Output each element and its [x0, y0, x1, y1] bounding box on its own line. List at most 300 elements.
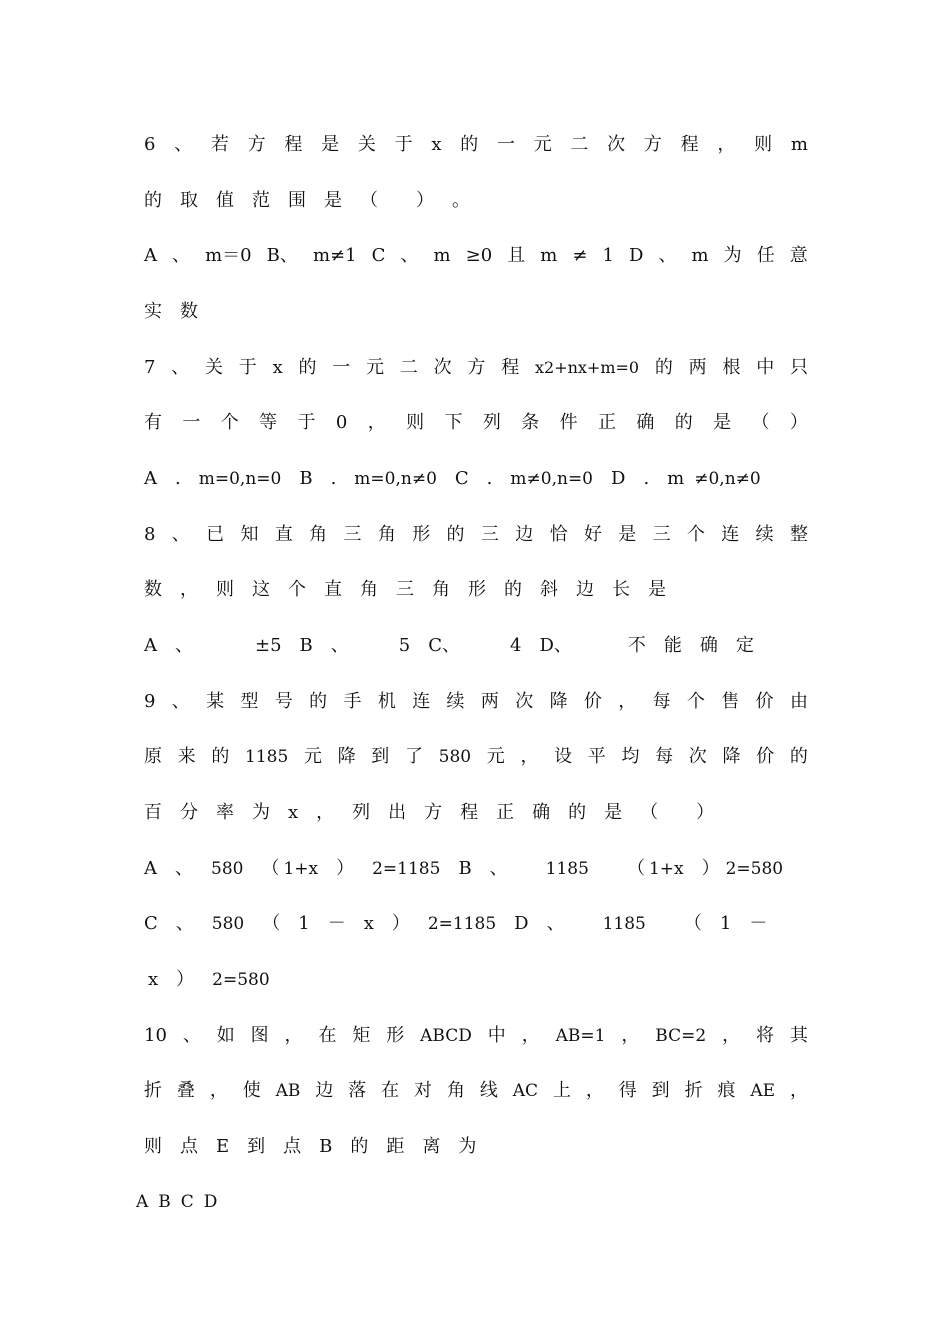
q6-line-1	[144, 128, 808, 162]
text: 将	[755, 1025, 774, 1046]
text: 百	[144, 802, 162, 823]
text: 好	[583, 524, 602, 545]
text: 元	[486, 746, 505, 767]
text: 于	[297, 412, 316, 433]
text: 、	[546, 913, 565, 934]
text: A	[144, 858, 157, 879]
text: 离	[422, 1136, 441, 1157]
q10-line-1	[144, 1019, 808, 1053]
text: 的	[654, 357, 673, 378]
text: 个	[288, 579, 306, 600]
text: 点	[180, 1136, 198, 1157]
text: 形	[412, 524, 431, 545]
text: 是	[648, 579, 666, 600]
q9-options-3	[144, 963, 808, 997]
text: 、	[489, 858, 508, 879]
q6-line-2	[144, 184, 808, 218]
text: 程	[501, 357, 520, 378]
text: 、	[174, 134, 193, 155]
text: 到	[247, 1136, 266, 1157]
text: 角	[446, 1080, 465, 1101]
text: 在	[381, 1080, 400, 1101]
text: 点	[283, 1136, 302, 1157]
q7-options	[144, 462, 808, 496]
text: x2+nx+m=0	[534, 358, 640, 377]
text: 了	[404, 746, 423, 767]
text: 两	[688, 357, 707, 378]
text: 确	[699, 635, 718, 656]
text: 整	[789, 524, 808, 545]
text: 、	[171, 524, 190, 545]
text: 则	[144, 1136, 162, 1157]
text: 在	[318, 1025, 337, 1046]
text: ）	[176, 969, 195, 990]
text: 得	[618, 1080, 637, 1101]
text: 关	[205, 357, 224, 378]
text: ≥0	[465, 245, 493, 266]
text: 1185	[245, 747, 289, 767]
text: 一	[496, 134, 515, 155]
text: D	[629, 245, 644, 266]
text: 续	[446, 691, 465, 712]
text: 若	[210, 134, 229, 155]
text: B	[299, 635, 313, 656]
text: ，	[521, 1025, 540, 1046]
text: 售	[721, 691, 740, 712]
text: 5	[398, 635, 411, 656]
text: ）	[391, 913, 410, 934]
text: 根	[722, 357, 741, 378]
text: 的	[298, 357, 317, 378]
text: 只	[790, 357, 808, 378]
text: 机	[377, 691, 396, 712]
text: 连	[412, 691, 431, 712]
text: （	[261, 858, 280, 879]
text: 个	[686, 524, 705, 545]
text: 形	[386, 1025, 405, 1046]
text: ，	[520, 746, 539, 767]
text: 程	[680, 134, 699, 155]
text: 折	[684, 1080, 703, 1101]
text: ）	[696, 802, 715, 823]
text: 其	[789, 1025, 808, 1046]
text: 实	[144, 301, 162, 322]
text: ，	[180, 579, 198, 600]
text: 形	[468, 579, 486, 600]
text: A	[144, 468, 157, 489]
text: 条	[521, 412, 540, 433]
text: 价	[755, 691, 774, 712]
text: 围	[288, 190, 306, 211]
text: 关	[357, 134, 376, 155]
text: 一	[182, 412, 201, 433]
text: 范	[252, 190, 270, 211]
text: x	[431, 134, 442, 155]
text: m	[691, 245, 709, 266]
text: 的	[309, 691, 328, 712]
q9-line-2	[144, 740, 808, 774]
text: 斜	[540, 579, 558, 600]
text: 2=580	[212, 970, 270, 990]
text: 已	[206, 524, 225, 545]
text: .	[643, 468, 650, 489]
text: 距	[386, 1136, 405, 1157]
text: A	[136, 1192, 149, 1212]
text: 1	[602, 245, 614, 266]
text: 这	[252, 579, 270, 600]
text: 次	[607, 134, 626, 155]
text: 是	[321, 134, 340, 155]
q10-number: 10	[144, 1025, 167, 1046]
q8-number: 8	[144, 524, 156, 545]
text: －	[749, 913, 768, 934]
text: 如	[216, 1025, 235, 1046]
text: 知	[240, 524, 259, 545]
text: 、	[175, 635, 193, 656]
text: C、	[428, 635, 461, 656]
text: AE	[750, 1081, 776, 1101]
text: AB	[275, 1081, 301, 1101]
text: .	[175, 468, 181, 489]
q7-number: 7	[144, 357, 156, 378]
q9-line-3	[144, 796, 808, 830]
text: 580	[211, 859, 244, 879]
text: ，	[789, 1080, 808, 1101]
text: ）	[701, 858, 720, 879]
text: D	[514, 913, 529, 934]
text: ，	[209, 1080, 228, 1101]
text: 是	[324, 190, 342, 211]
text: AC	[512, 1081, 539, 1101]
text: x	[272, 357, 283, 378]
text: 、	[658, 245, 677, 266]
text: 1185	[545, 859, 589, 879]
text: 意	[789, 245, 808, 266]
text: 三	[343, 524, 362, 545]
text: 价	[583, 691, 602, 712]
text: 元	[366, 357, 385, 378]
text: C	[454, 468, 469, 489]
text: 分	[180, 802, 198, 823]
text: 任	[756, 245, 775, 266]
text: ，	[284, 1025, 303, 1046]
text: 到	[651, 1080, 670, 1101]
text: 580	[211, 914, 245, 934]
text: ±5	[255, 635, 282, 656]
text: 列	[352, 802, 371, 823]
text: 个	[686, 691, 705, 712]
text: 取	[180, 190, 198, 211]
text: ）	[336, 858, 355, 879]
text: 落	[348, 1080, 367, 1101]
text: 使	[242, 1080, 261, 1101]
text: 两	[480, 691, 499, 712]
text: 三	[396, 579, 414, 600]
text: 边	[515, 524, 534, 545]
text: C	[144, 913, 158, 934]
text: A	[144, 245, 157, 266]
text: 平	[587, 746, 606, 767]
text: 角	[377, 524, 396, 545]
text: 1+x	[648, 859, 684, 879]
text: 价	[756, 746, 775, 767]
text: 元	[303, 746, 322, 767]
text: 、	[400, 245, 419, 266]
text: 的	[446, 524, 465, 545]
text: D	[611, 468, 626, 489]
text: ，	[618, 691, 637, 712]
text: 为	[458, 1136, 477, 1157]
text: 某	[206, 691, 225, 712]
text: 中	[487, 1025, 506, 1046]
q9-number: 9	[144, 691, 156, 712]
text: 由	[789, 691, 808, 712]
text: 、	[172, 245, 191, 266]
text: 矩	[352, 1025, 371, 1046]
text: D	[203, 1192, 218, 1212]
q8-options	[144, 629, 808, 663]
text: 1185	[602, 914, 646, 934]
text: 上	[552, 1080, 571, 1101]
text: （	[626, 858, 645, 879]
text: 叠	[176, 1080, 195, 1101]
text: 降	[722, 746, 741, 767]
text: 等	[259, 412, 278, 433]
text: 则	[406, 412, 425, 433]
text: 1	[719, 913, 732, 934]
text: 直	[324, 579, 342, 600]
text: B、	[266, 245, 298, 266]
text: 长	[612, 579, 630, 600]
text: 。	[452, 190, 470, 211]
q8-line-2	[144, 573, 808, 607]
text: 边	[315, 1080, 334, 1101]
text: ，	[722, 1025, 741, 1046]
text: 的	[504, 579, 522, 600]
text: 方	[247, 134, 266, 155]
text: 列	[482, 412, 501, 433]
text: 降	[337, 746, 356, 767]
text: 对	[414, 1080, 433, 1101]
text: （	[360, 190, 378, 211]
text: 痕	[717, 1080, 736, 1101]
text: 号	[274, 691, 293, 712]
text: C	[180, 1192, 194, 1212]
text: 不	[627, 635, 646, 656]
text: ，	[585, 1080, 604, 1101]
text: 次	[433, 357, 452, 378]
text: m≠0,n=0	[510, 469, 593, 489]
text: 元	[533, 134, 552, 155]
text: x	[288, 802, 299, 823]
text: 是	[618, 524, 637, 545]
text: 三	[480, 524, 499, 545]
q9-options-1	[144, 852, 808, 886]
text: 直	[274, 524, 293, 545]
text: 角	[309, 524, 328, 545]
text: 图	[250, 1025, 269, 1046]
text: x	[148, 969, 159, 990]
text: m	[540, 245, 558, 266]
text: 率	[216, 802, 234, 823]
q7-line-2	[144, 406, 808, 440]
text: .	[486, 468, 493, 489]
text: 2=1185	[372, 859, 441, 879]
text: 到	[371, 746, 390, 767]
text: 角	[360, 579, 378, 600]
text: ，	[621, 1025, 640, 1046]
text: 方	[424, 802, 443, 823]
text: （	[262, 913, 281, 934]
text: 数	[144, 579, 162, 600]
text: 值	[216, 190, 234, 211]
text: 正	[496, 802, 515, 823]
text: AB=1	[555, 1026, 606, 1046]
text: 于	[238, 357, 257, 378]
text: 降	[549, 691, 568, 712]
text: 、	[171, 357, 190, 378]
text: 正	[597, 412, 616, 433]
text: 每	[652, 691, 671, 712]
text: 二	[399, 357, 418, 378]
text: 连	[721, 524, 740, 545]
text: 则	[754, 134, 773, 155]
text: 边	[576, 579, 594, 600]
text: 的	[674, 412, 693, 433]
text: 0	[335, 412, 348, 433]
q9-options-2	[144, 907, 808, 941]
text: 4	[510, 635, 522, 656]
text: 的	[789, 746, 808, 767]
q6-options-cont	[144, 295, 808, 329]
text: ，	[367, 412, 386, 433]
text: m	[790, 134, 808, 155]
text: m≠1	[312, 245, 357, 266]
text: 1	[298, 913, 310, 934]
text: （	[683, 913, 702, 934]
text: 恰	[549, 524, 568, 545]
text: 为	[723, 245, 742, 266]
text: 1+x	[283, 859, 319, 879]
q10-options	[136, 1185, 800, 1219]
text: 为	[252, 802, 270, 823]
q10-line-3	[144, 1130, 808, 1164]
text: BC=2	[655, 1026, 707, 1046]
text: 数	[180, 301, 198, 322]
text: 2=580	[725, 859, 784, 879]
text: B	[319, 1136, 333, 1157]
text: 次	[515, 691, 534, 712]
text: m=0,n≠0	[354, 469, 437, 489]
text: m	[433, 245, 451, 266]
text: 2=1185	[427, 914, 497, 934]
text: 且	[507, 245, 526, 266]
text: 二	[570, 134, 589, 155]
text: 件	[559, 412, 578, 433]
text: （	[640, 802, 659, 823]
text: 均	[621, 746, 640, 767]
text: 方	[643, 134, 662, 155]
text: x	[363, 913, 374, 934]
text: ≠	[572, 245, 588, 266]
text: 程	[460, 802, 479, 823]
text: 角	[432, 579, 450, 600]
text: .	[330, 468, 337, 489]
text: ，	[316, 802, 335, 823]
text: 确	[636, 412, 655, 433]
text: 下	[444, 412, 463, 433]
text: 续	[755, 524, 774, 545]
text: 是	[604, 802, 623, 823]
q9-line-1	[144, 685, 808, 719]
text: B	[458, 858, 472, 879]
text: m＝0	[205, 245, 252, 266]
text: 原	[144, 746, 162, 767]
text: 、	[330, 635, 349, 656]
text: 手	[343, 691, 362, 712]
text: （	[751, 412, 770, 433]
text: 的	[460, 134, 479, 155]
text: 能	[663, 635, 682, 656]
text: A	[144, 635, 157, 656]
text: 的	[350, 1136, 369, 1157]
q6-options	[144, 239, 808, 273]
text: 一	[332, 357, 351, 378]
text: m	[667, 468, 685, 489]
text: 三	[652, 524, 671, 545]
text: 的	[144, 190, 162, 211]
text: 中	[756, 357, 775, 378]
text: －	[327, 913, 346, 934]
text: 程	[284, 134, 303, 155]
q7-line-1	[144, 351, 808, 385]
text: 有	[144, 412, 162, 433]
q8-line-1	[144, 518, 808, 552]
text: 定	[735, 635, 754, 656]
text: ，	[717, 134, 736, 155]
text: ≠0,n≠0	[694, 469, 761, 489]
text: 设	[554, 746, 573, 767]
text: 、	[175, 858, 193, 879]
text: 于	[394, 134, 413, 155]
text: 则	[216, 579, 234, 600]
text: 、	[182, 1025, 201, 1046]
text: ）	[789, 412, 808, 433]
text: B	[158, 1192, 171, 1212]
text: m=0,n=0	[198, 469, 282, 489]
text: 的	[568, 802, 587, 823]
text: 来	[177, 746, 196, 767]
text: 型	[240, 691, 259, 712]
text: 确	[532, 802, 551, 823]
text: C	[371, 245, 386, 266]
text: 个	[220, 412, 239, 433]
q10-line-2	[144, 1074, 808, 1108]
text: 次	[688, 746, 707, 767]
text: B	[299, 468, 313, 489]
text: 580	[438, 747, 472, 767]
text: E	[216, 1136, 230, 1157]
text: ABCD	[420, 1026, 472, 1046]
text: 每	[655, 746, 674, 767]
text: 方	[467, 357, 486, 378]
text: 折	[144, 1080, 162, 1101]
text: 线	[479, 1080, 498, 1101]
text: ）	[416, 190, 434, 211]
text: D、	[539, 635, 572, 656]
q6-number: 6	[144, 134, 156, 155]
text: 的	[211, 746, 230, 767]
